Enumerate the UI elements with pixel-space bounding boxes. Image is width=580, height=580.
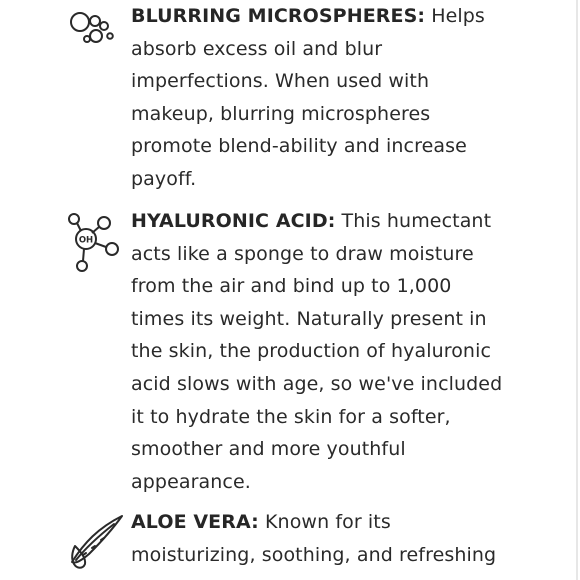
oh-molecule-icon xyxy=(64,209,128,273)
ingredient-text xyxy=(131,205,509,498)
ingredient-description: Helps absorb excess oil and blur imperfections. When used with makeup, blurring microspheres promote blend-ability and increase payoff. xyxy=(131,5,485,190)
bubble-cluster-icon xyxy=(64,8,128,72)
ingredient-name: BLURRING MICROSPHERES: xyxy=(131,5,426,27)
ingredient-description: Known for its moisturizing, soothing, and refreshing xyxy=(131,511,497,566)
ingredient-name: HYALURONIC ACID: xyxy=(131,210,336,232)
aloe-leaf-drop-icon xyxy=(64,508,128,572)
molecule-label: OH xyxy=(78,235,94,246)
scrollbar[interactable] xyxy=(576,0,578,580)
ingredient-text xyxy=(131,506,509,571)
ingredient-name: ALOE VERA: xyxy=(131,511,259,533)
ingredient-description: This humectant acts like a sponge to draw moisture from the air and bind up to 1,000 times its weight. Naturally present in the skin, the production of hyaluronic acid slows with age, so we've included it to hydrate the skin for a softer, smoother and more youthful appearance. xyxy=(131,210,503,493)
ingredient-text xyxy=(131,0,509,196)
